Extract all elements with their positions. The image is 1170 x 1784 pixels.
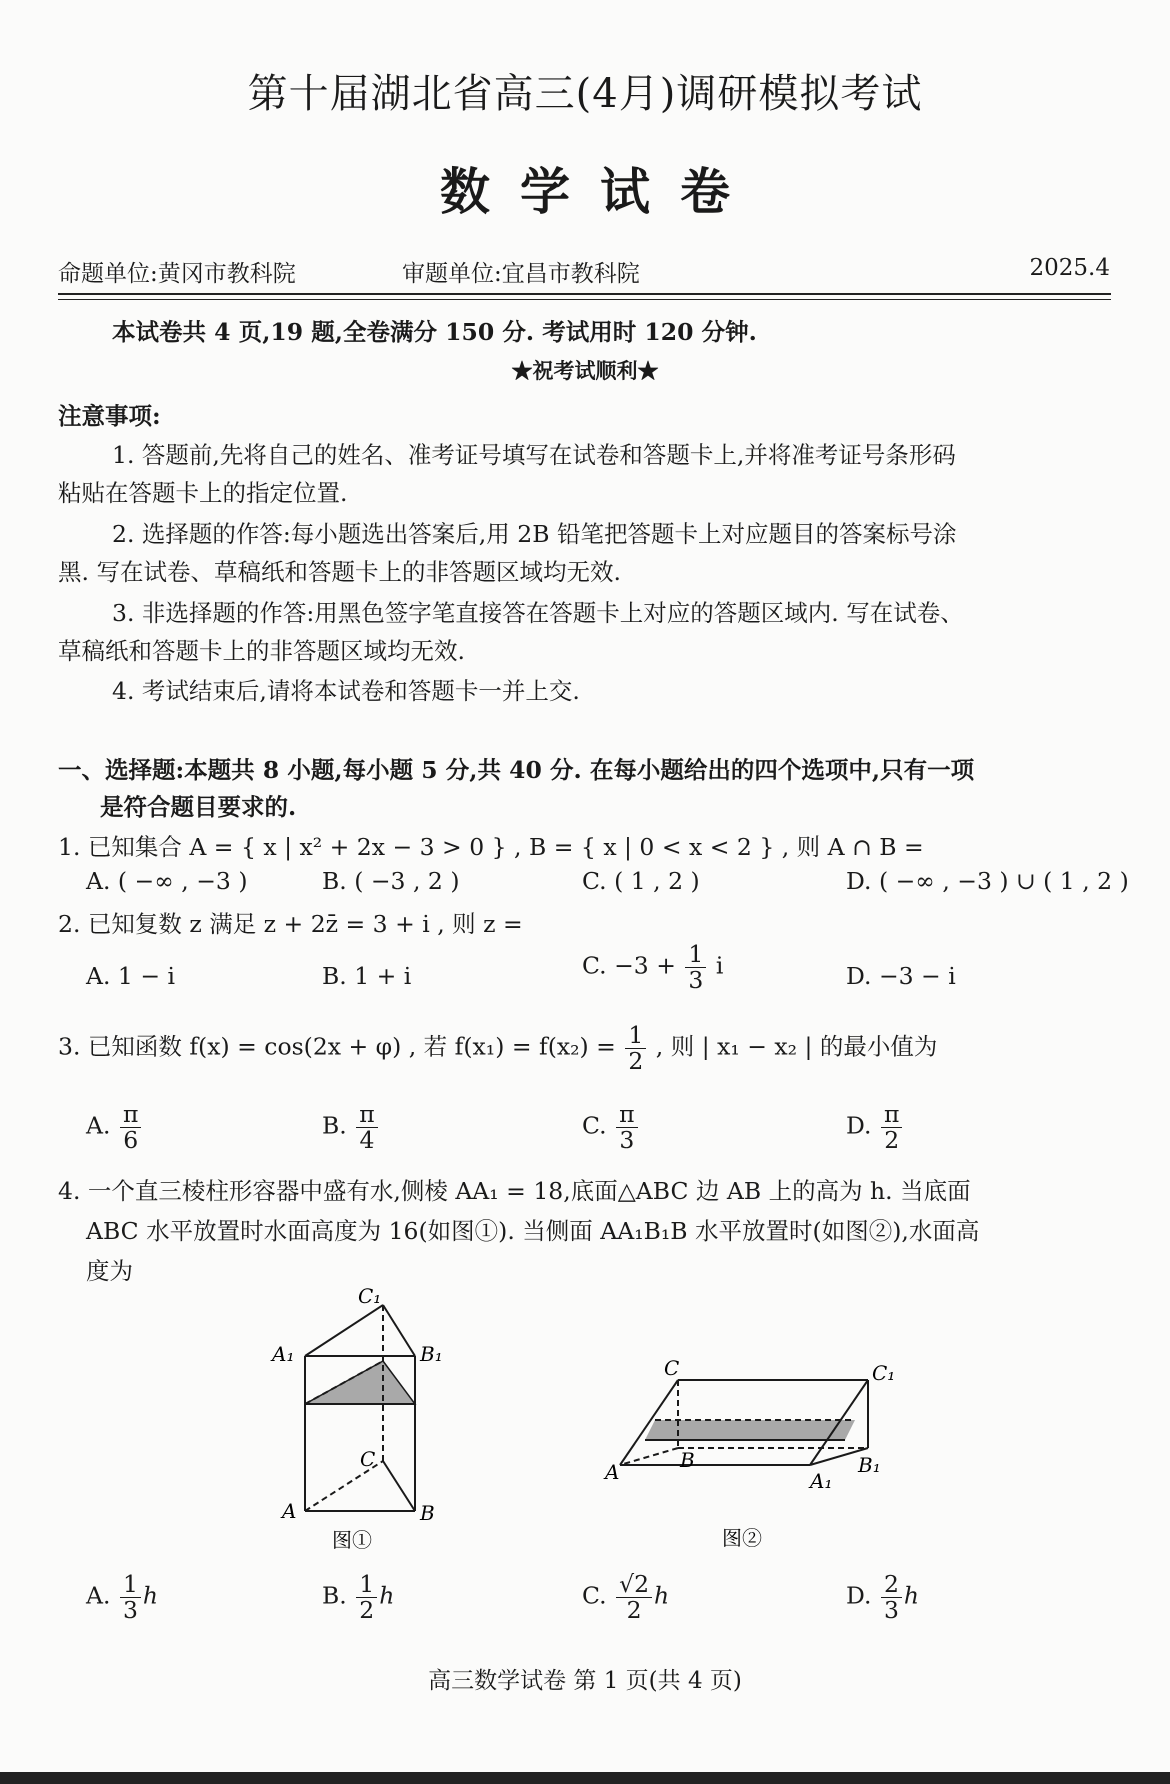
- q3-option-b-fraction: [356, 1102, 377, 1152]
- figure-2-label-c1: C₁: [872, 1361, 896, 1385]
- q4-option-b-fraction: [356, 1572, 377, 1622]
- figure-1-water-surface: [305, 1361, 415, 1404]
- q3-option-a-numerator: π: [120, 1102, 141, 1128]
- section-1-heading-cont: 是符合题目要求的.: [100, 793, 297, 821]
- q4-option-c-denominator: 2: [626, 1595, 642, 1624]
- q2-option-d: D. −3 − i: [846, 962, 956, 990]
- figure-2-label-c: C: [664, 1356, 680, 1380]
- q3-option-c-label: C.: [582, 1111, 607, 1140]
- q3-option-b-numerator: π: [356, 1102, 377, 1128]
- q4-option-c-fraction: [616, 1572, 652, 1622]
- q4-option-b-numerator: 1: [356, 1572, 377, 1598]
- q3-stem-part-1: 3. 已知函数 f(x) = cos(2x + φ) , 若 f(x₁) = f(x₂) =: [58, 1032, 616, 1061]
- figure-2-water-surface: [645, 1420, 855, 1440]
- q3-option-d: [846, 1102, 904, 1152]
- exam-title: 第十届湖北省高三(4月)调研模拟考试: [247, 71, 923, 117]
- q4-option-a-numerator: 1: [120, 1572, 141, 1598]
- q3-option-c-denominator: 3: [619, 1125, 635, 1154]
- q2-option-a: A. 1 − i: [86, 962, 176, 990]
- paper-title: 数学试卷: [440, 162, 760, 221]
- q3-option-a-denominator: 6: [123, 1125, 139, 1154]
- q4-option-d-var: h: [903, 1581, 920, 1610]
- page-footer: 高三数学试卷 第 1 页(共 4 页): [428, 1668, 742, 1694]
- q4-option-b-var: h: [379, 1581, 395, 1610]
- reviewer-unit: 审题单位:宜昌市教科院: [402, 261, 640, 287]
- q2-option-c: [582, 942, 723, 992]
- q3-option-d-denominator: 2: [884, 1125, 900, 1154]
- q4-option-d-denominator: 3: [883, 1595, 899, 1624]
- q1-option-b: B. ( −3 , 2 ): [322, 867, 460, 895]
- q3-option-a-label: A.: [86, 1111, 111, 1140]
- note-1-line-1: 1. 答题前,先将自己的姓名、准考证号填写在试卷和答题卡上,并将准考证号条形码: [112, 441, 956, 469]
- note-1-line-2: 粘贴在答题卡上的指定位置.: [58, 479, 348, 507]
- q1-option-c: C. ( 1 , 2 ): [582, 867, 700, 895]
- figure-2-label-a: A: [605, 1460, 620, 1484]
- q1-option-d: D. ( −∞ , −3 ) ∪ ( 1 , 2 ): [846, 867, 1129, 895]
- q3-option-c: [582, 1102, 640, 1152]
- q3-option-b-denominator: 4: [359, 1125, 375, 1154]
- q1-option-a: A. ( −∞ , −3 ): [86, 867, 248, 895]
- figure-1-label-b: B: [420, 1501, 435, 1525]
- figure-1-label-c1: C₁: [358, 1285, 382, 1308]
- q2-option-c-fraction: [685, 942, 706, 992]
- q2-stem: 2. 已知复数 z 满足 z + 2z̄ = 3 + i , 则 z =: [58, 910, 523, 938]
- figure-2-label-b: B: [680, 1448, 695, 1472]
- q3-option-d-fraction: [881, 1102, 902, 1152]
- figure-1-label-b1: B₁: [420, 1342, 443, 1366]
- exam-date: 2025.4: [1029, 255, 1110, 281]
- q4-stem-line-3: 度为: [86, 1257, 133, 1285]
- q3-option-a: [86, 1102, 143, 1152]
- q3-stem-denominator: 2: [628, 1046, 644, 1075]
- notes-title: 注意事项:: [58, 402, 161, 430]
- q4-stem-line-2: ABC 水平放置时水面高度为 16(如图①). 当侧面 AA₁B₁B 水平放置时(如图②),水面高: [86, 1217, 980, 1245]
- q4-option-a-denominator: 3: [122, 1595, 138, 1624]
- q4-option-d-fraction: [881, 1572, 902, 1622]
- q4-option-c: [582, 1572, 669, 1622]
- note-3-line-1: 3. 非选择题的作答:用黑色签字笔直接答在答题卡上对应的答题区域内. 写在试卷、: [112, 599, 964, 627]
- figure-2-label-b1: B₁: [858, 1453, 881, 1477]
- figure-2-prism-on-side: [600, 1355, 900, 1555]
- q3-stem-part-2: , 则 | x₁ − x₂ | 的最小值为: [655, 1032, 938, 1061]
- setter-unit: 命题单位:黄冈市教科院: [58, 261, 296, 287]
- figure-1-label-a1: A₁: [272, 1342, 295, 1366]
- figure-1-label-a: A: [282, 1499, 297, 1523]
- bottom-edge-bar: [0, 1772, 1170, 1784]
- q4-option-a-fraction: [120, 1572, 141, 1622]
- q3-option-d-numerator: π: [881, 1102, 902, 1128]
- header-rule-thin: [58, 299, 1111, 300]
- q4-option-d: [846, 1572, 919, 1622]
- q3-option-d-label: D.: [846, 1111, 872, 1140]
- q3-option-c-fraction: [616, 1102, 637, 1152]
- q1-stem: 1. 已知集合 A = { x | x² + 2x − 3 > 0 } , B = { x | 0 < x < 2 } , 则 A ∩ B =: [58, 833, 924, 861]
- q4-option-b-denominator: 2: [359, 1595, 375, 1624]
- q4-option-b: [322, 1572, 394, 1622]
- note-2-line-2: 黑. 写在试卷、草稿纸和答题卡上的非答题区域均无效.: [58, 558, 621, 586]
- q4-option-d-numerator: 2: [881, 1572, 902, 1598]
- q2-option-c-denominator: 3: [688, 965, 704, 994]
- q3-stem-numerator: 1: [625, 1023, 646, 1049]
- q3-option-a-fraction: [120, 1102, 141, 1152]
- good-luck-banner: ★祝考试顺利★: [511, 358, 659, 383]
- q3-option-c-numerator: π: [616, 1102, 637, 1128]
- figure-1-prism-upright: [270, 1285, 470, 1555]
- q4-option-a-var: h: [142, 1581, 159, 1610]
- q4-option-d-label: D.: [846, 1581, 872, 1610]
- q3-stem: [58, 1023, 937, 1073]
- q4-option-c-label: C.: [582, 1581, 607, 1610]
- q4-option-c-var: h: [654, 1581, 670, 1610]
- q2-option-c-prefix: C. −3 +: [582, 951, 676, 980]
- q3-stem-fraction: [625, 1023, 646, 1073]
- q4-option-a: [86, 1572, 158, 1622]
- figure-1-caption: 图①: [332, 1528, 372, 1552]
- q2-option-b: B. 1 + i: [322, 962, 412, 990]
- figure-2-label-a1: A₁: [810, 1469, 833, 1493]
- q4-option-c-numerator: √2: [616, 1572, 652, 1598]
- exam-summary: 本试卷共 4 页,19 题,全卷满分 150 分. 考试用时 120 分钟.: [112, 318, 757, 346]
- figure-2-caption: 图②: [722, 1526, 762, 1550]
- header-rule-thick: [58, 293, 1111, 295]
- section-1-heading: 一、选择题:本题共 8 小题,每小题 5 分,共 40 分. 在每小题给出的四个选项中,只有一项: [58, 756, 975, 784]
- q4-stem-line-1: 4. 一个直三棱柱形容器中盛有水,侧棱 AA₁ = 18,底面△ABC 边 AB 上的高为 h. 当底面: [58, 1177, 971, 1205]
- q3-option-b: [322, 1102, 380, 1152]
- q4-option-b-label: B.: [322, 1581, 347, 1610]
- note-4: 4. 考试结束后,请将本试卷和答题卡一并上交.: [112, 677, 580, 705]
- note-2-line-1: 2. 选择题的作答:每小题选出答案后,用 2B 铅笔把答题卡上对应题目的答案标号涂: [112, 520, 957, 548]
- figure-1-label-c: C: [360, 1447, 376, 1471]
- q3-option-b-label: B.: [322, 1111, 347, 1140]
- q2-option-c-suffix: i: [715, 951, 724, 980]
- q2-option-c-numerator: 1: [685, 942, 706, 968]
- q4-option-a-label: A.: [86, 1581, 111, 1610]
- note-3-line-2: 草稿纸和答题卡上的非答题区域均无效.: [58, 637, 465, 665]
